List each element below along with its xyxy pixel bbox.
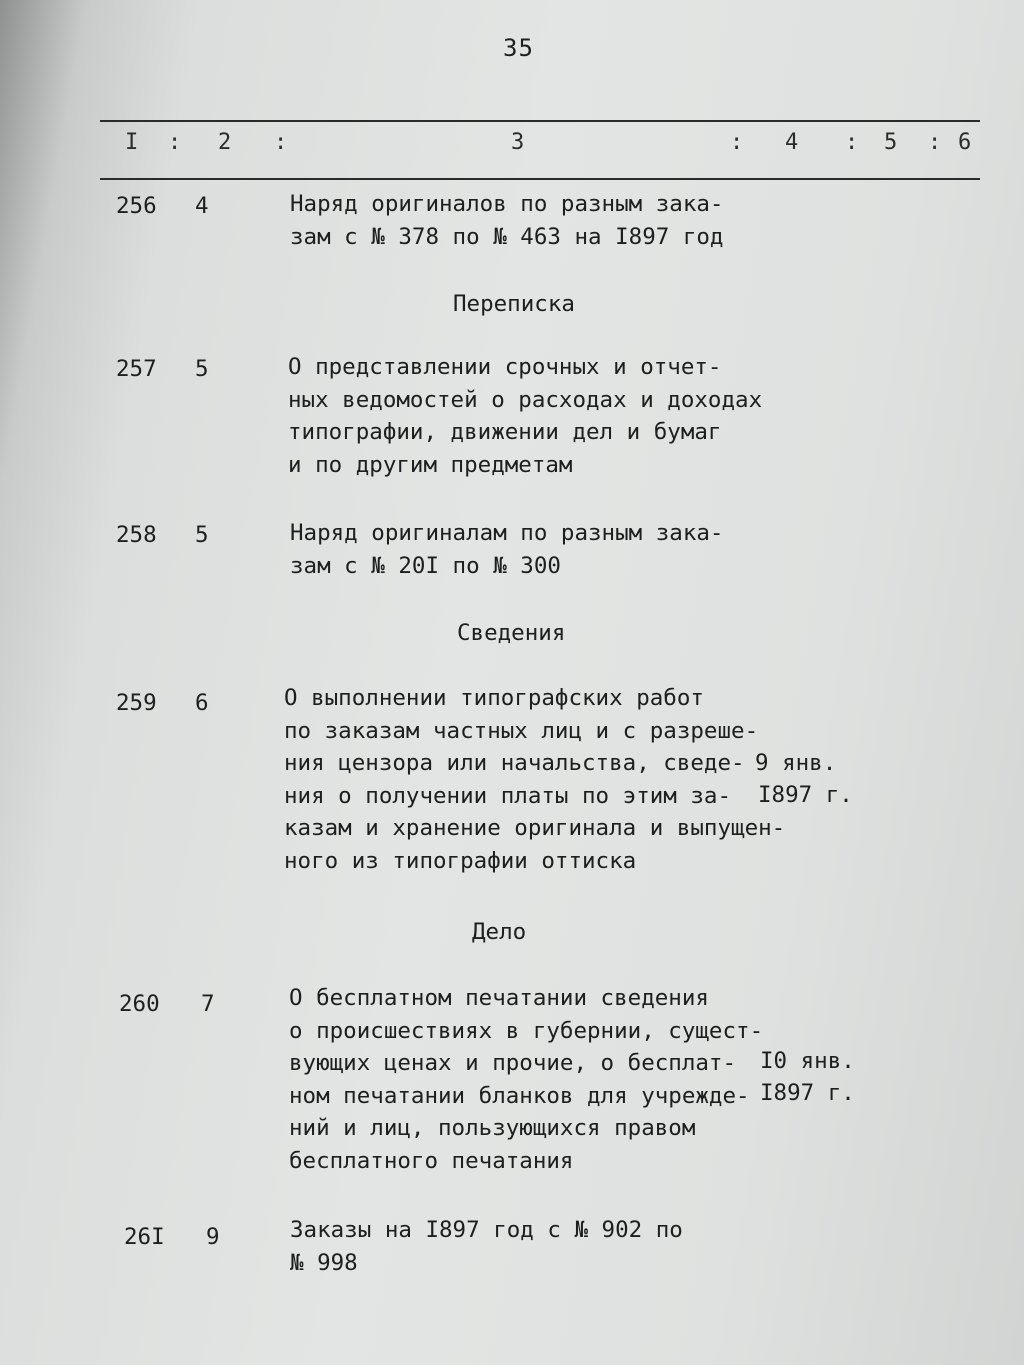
description-line: по заказам частных лиц и с разреше-	[284, 717, 759, 744]
entry-old-number: 7	[201, 991, 215, 1017]
description-line: зам с № 378 по № 463 на I897 год	[290, 223, 724, 250]
entry-description	[290, 188, 723, 253]
section-title: Сведения	[457, 620, 566, 646]
description-line: Наряд оригиналов по разным зака-	[290, 191, 724, 217]
entry-description	[290, 1214, 683, 1279]
description-line: вующих ценах и прочие, о бесплат-	[289, 1050, 737, 1076]
entry-date	[760, 1012, 855, 1175]
description-line: бесплатного печатания	[289, 1147, 574, 1174]
entry-old-number: 9	[206, 1224, 220, 1250]
entry-number: 260	[119, 991, 160, 1017]
description-line: ных ведомостей о расходах и доходах	[288, 386, 763, 413]
entry-number: 26I	[124, 1224, 165, 1250]
column-number-1: I	[125, 130, 139, 155]
date-year: I897 г.	[758, 782, 853, 808]
description-line: ном печатании бланков для учрежде-	[289, 1082, 750, 1109]
column-number-2: 2	[218, 130, 232, 155]
description-line: ния о получении платы по этим за-	[284, 782, 732, 809]
column-number-6: 6	[958, 130, 972, 155]
column-separator: :	[730, 130, 744, 155]
description-line: типографии, движении дел и бумаг	[288, 419, 722, 445]
entry-old-number: 6	[195, 690, 209, 716]
date-day: 9 янв.	[755, 750, 837, 776]
header-rule-bottom	[100, 178, 980, 180]
entry-description	[288, 351, 762, 481]
description-line: О выполнении типографских работ	[284, 685, 704, 711]
column-number-3: 3	[511, 130, 525, 155]
description-line: О представлении срочных и отчет-	[288, 354, 722, 380]
section-title: Переписка	[453, 291, 575, 317]
description-line: О бесплатном печатании сведения	[289, 985, 709, 1011]
column-separator: :	[274, 130, 288, 155]
description-line: ния цензора или начальства, сведе-	[284, 750, 745, 776]
description-line: ного из типографии оттиска	[284, 847, 637, 874]
description-line: зам с № 20I по № 300	[290, 552, 561, 579]
date-year: I897 г.	[760, 1080, 855, 1106]
entry-number: 256	[116, 193, 157, 219]
entry-description	[290, 517, 723, 582]
date-day: I0 янв.	[760, 1048, 855, 1074]
description-line: Наряд оригиналам по разным зака-	[290, 520, 724, 546]
column-number-5: 5	[884, 130, 898, 155]
section-title: Дело	[472, 919, 527, 945]
entry-number: 257	[116, 356, 157, 382]
entry-old-number: 4	[195, 193, 209, 219]
description-line: о происшествиях в губернии, сущест-	[289, 1017, 764, 1044]
entry-date	[758, 714, 853, 877]
entry-description	[284, 682, 785, 877]
entry-old-number: 5	[195, 522, 209, 548]
entry-number: 259	[116, 690, 157, 716]
header-rule-top	[100, 120, 980, 122]
column-separator: :	[845, 130, 859, 155]
column-number-4: 4	[785, 130, 799, 155]
entry-number: 258	[116, 522, 157, 548]
column-separator: :	[168, 130, 182, 155]
column-separator: :	[928, 130, 942, 155]
page-number: 35	[503, 34, 534, 62]
description-line: и по другим предметам	[288, 451, 573, 478]
entry-old-number: 5	[195, 356, 209, 382]
description-line: № 998	[290, 1249, 358, 1276]
description-line: казам и хранение оригинала и выпущен-	[284, 815, 786, 841]
description-line: ний и лиц, пользующихся правом	[289, 1115, 696, 1141]
description-line: Заказы на I897 год с № 902 по	[290, 1217, 683, 1243]
entry-description	[289, 982, 763, 1177]
